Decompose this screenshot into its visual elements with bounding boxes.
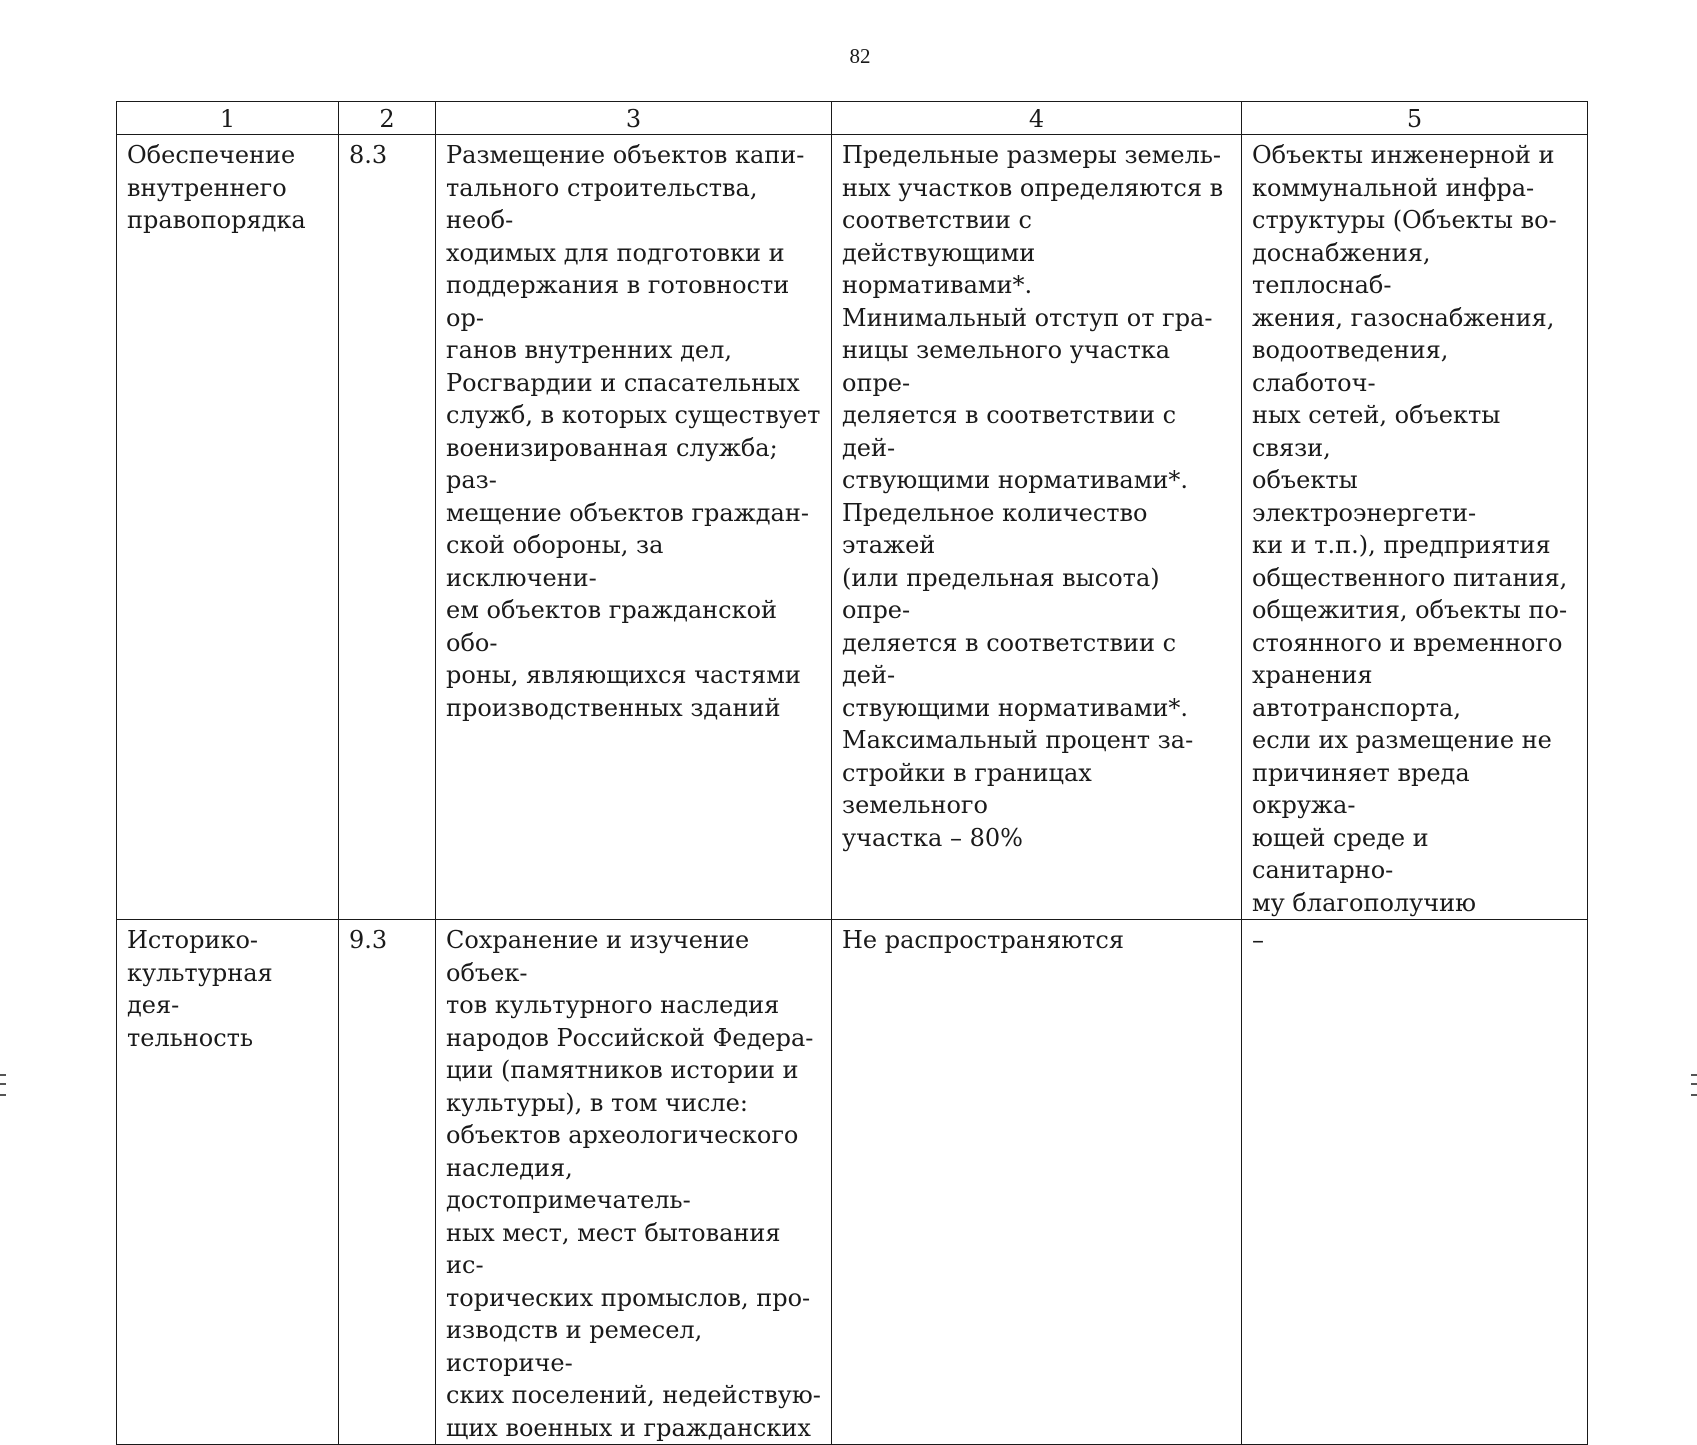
use-code-cell: 8.3 <box>339 135 436 920</box>
use-description-cell: Размещение объектов капи- тального строительства, необ- ходимых для подготовки и поддержания в готовности ор- ганов внутренних дел, Росгвардии и спасательных служб, в которых существует военизированная служба; раз- мещение объектов граждан- ской обороны, за исключени- ем объектов гражданской обо- роны, являющихся частями производственных зданий <box>436 135 832 920</box>
page-number: 82 <box>849 44 871 68</box>
header-col-5: 5 <box>1242 102 1588 135</box>
use-description-cell: Сохранение и изучение объек- тов культурного наследия народов Российской Федера- ции (памятников истории и культуры), в том числе: объектов археологического наследия, достопримечатель- ных мест, мест бытования ис- торических промыслов, про- изводств и ремесел, историче- ских поселений, недействую- щих военных и гражданских <box>436 920 832 1445</box>
use-name-cell: Обеспечение внутреннего правопорядка <box>117 135 339 920</box>
header-col-3: 3 <box>436 102 832 135</box>
zoning-table <box>116 101 1588 1445</box>
left-scan-mark <box>0 1074 6 1096</box>
use-name-cell: Историко- культурная дея- тельность <box>117 920 339 1445</box>
header-col-1: 1 <box>117 102 339 135</box>
use-code-cell: 9.3 <box>339 920 436 1445</box>
auxiliary-uses-cell: – <box>1242 920 1588 1445</box>
parameters-cell: Предельные размеры земель- ных участков определяются в соответствии с действующими нормативами*. Минимальный отступ от гра- ницы земельного участка опре- деляется в соответствии с дей- ствующими нормативами*. Предельное количество этажей (или предельная высота) опре- деляется в соответствии с дей- ствующими нормативами*. Максимальный процент за- стройки в границах земельного участка – 80% <box>832 135 1242 920</box>
table-row <box>117 920 1588 1445</box>
right-scan-mark <box>1691 1074 1697 1096</box>
header-row <box>117 102 1588 135</box>
table-header <box>117 102 1588 135</box>
header-col-2: 2 <box>339 102 436 135</box>
auxiliary-uses-cell: Объекты инженерной и коммунальной инфра- структуры (Объекты во- доснабжения, теплоснаб- жения, газоснабжения, водоотведения, слаботоч- ных сетей, объекты связи, объекты электроэнергети- ки и т.п.), предприятия общественного питания, общежития, объекты по- стоянного и временного хранения автотранспорта, если их размещение не причиняет вреда окружа- ющей среде и санитарно- му благополучию <box>1242 135 1588 920</box>
parameters-cell: Не распространяются <box>832 920 1242 1445</box>
table-row <box>117 135 1588 920</box>
table-body <box>117 135 1588 1445</box>
header-col-4: 4 <box>832 102 1242 135</box>
